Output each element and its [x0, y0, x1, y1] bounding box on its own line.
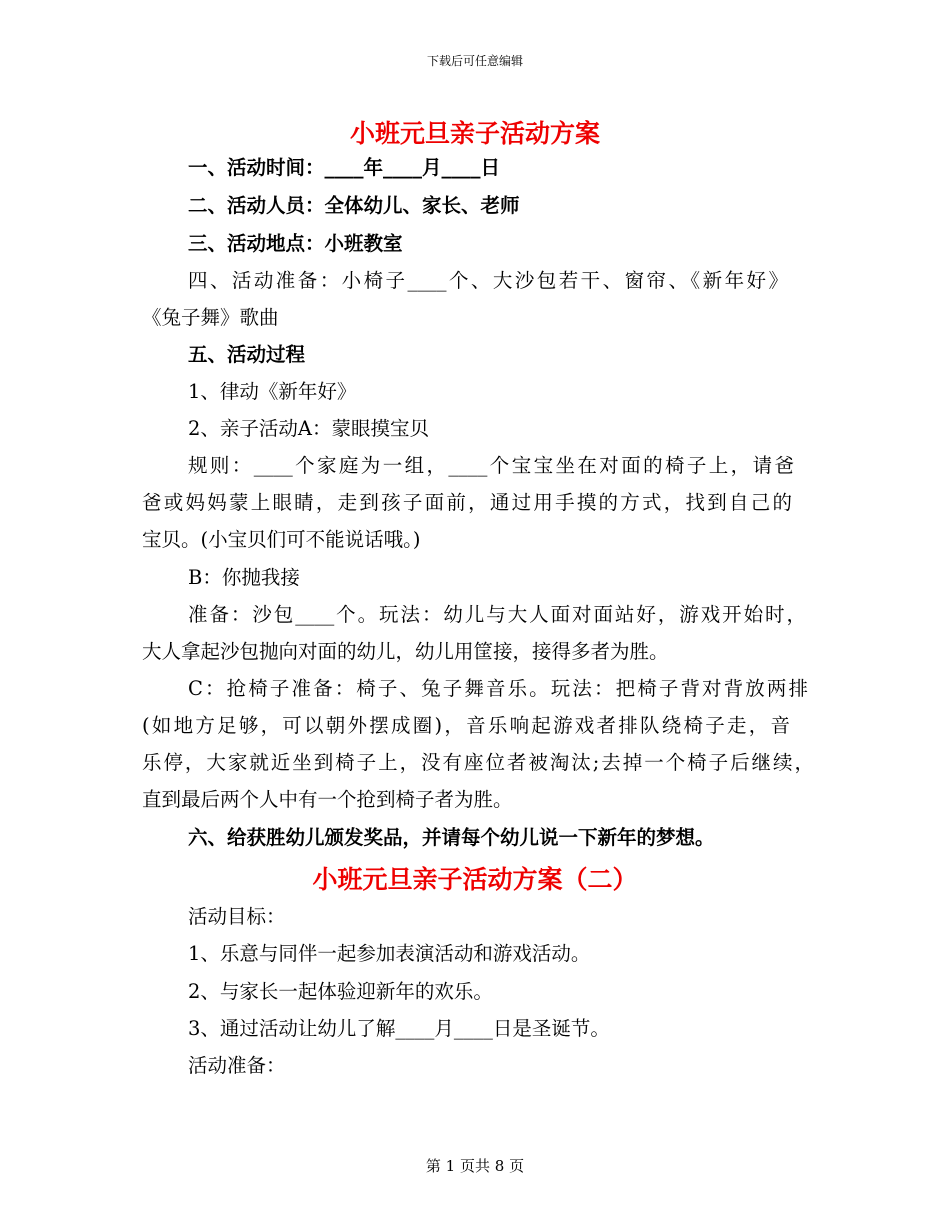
paragraph-line: 2、亲子活动A：蒙眼摸宝贝 [188, 417, 429, 440]
paragraph-line: 准备：沙包____个。玩法：幼儿与大人面对面站好，游戏开始时， [188, 603, 806, 626]
paragraph-line: 1、乐意与同伴一起参加表演活动和游戏活动。 [188, 942, 591, 965]
paragraph-line: 直到最后两个人中有一个抢到椅子者为胜。 [142, 788, 513, 811]
paragraph-line: 活动准备： [188, 1054, 286, 1077]
paragraph-line: 五、活动过程 [188, 343, 306, 366]
section-title: 小班元旦亲子活动方案（二） [312, 865, 638, 894]
paragraph-line: 爸或妈妈蒙上眼睛，走到孩子面前，通过用手摸的方式，找到自己的 [142, 491, 792, 514]
paragraph-line: 六、给获胜幼儿颁发奖品，并请每个幼儿说一下新年的梦想。 [188, 826, 715, 849]
paragraph-line: 3、通过活动让幼儿了解____月____日是圣诞节。 [188, 1017, 610, 1040]
paragraph-line: 大人拿起沙包抛向对面的幼儿，幼儿用筐接，接得多者为胜。 [142, 640, 669, 663]
paragraph-line: (如地方足够，可以朝外摆成圈)，音乐响起游戏者排队绕椅子走，音 [142, 714, 790, 737]
paragraph-line: 2、与家长一起体验迎新年的欢乐。 [188, 980, 493, 1003]
paragraph-line: 四、活动准备：小椅子____个、大沙包若干、窗帘、《新年好》 [188, 269, 788, 292]
paragraph-line: 1、律动《新年好》 [188, 380, 357, 403]
paragraph-line: C：抢椅子准备：椅子、兔子舞音乐。玩法：把椅子背对背放两排 [188, 677, 808, 700]
paragraph-line: 二、活动人员：全体幼儿、家长、老师 [188, 194, 520, 217]
paragraph-line: 活动目标： [188, 905, 286, 928]
paragraph-line: B：你抛我接 [188, 566, 300, 589]
paragraph-line: 一、活动时间：____年____月____日 [188, 156, 501, 179]
paragraph-line: 宝贝。(小宝贝们可不能说话哦。) [142, 528, 421, 551]
paragraph-line: 规则：____个家庭为一组，____个宝宝坐在对面的椅子上，请爸 [188, 454, 794, 477]
page-footer: 第 1 页共 8 页 [425, 1157, 525, 1175]
document-title: 小班元旦亲子活动方案 [349, 119, 600, 148]
paragraph-line: 三、活动地点：小班教室 [188, 232, 403, 255]
page-header: 下载后可任意编辑 [426, 54, 523, 68]
paragraph-line: 《兔子舞》歌曲 [142, 306, 279, 329]
paragraph-line: 乐停，大家就近坐到椅子上，没有座位者被淘汰;去掉一个椅子后继续， [142, 751, 814, 774]
